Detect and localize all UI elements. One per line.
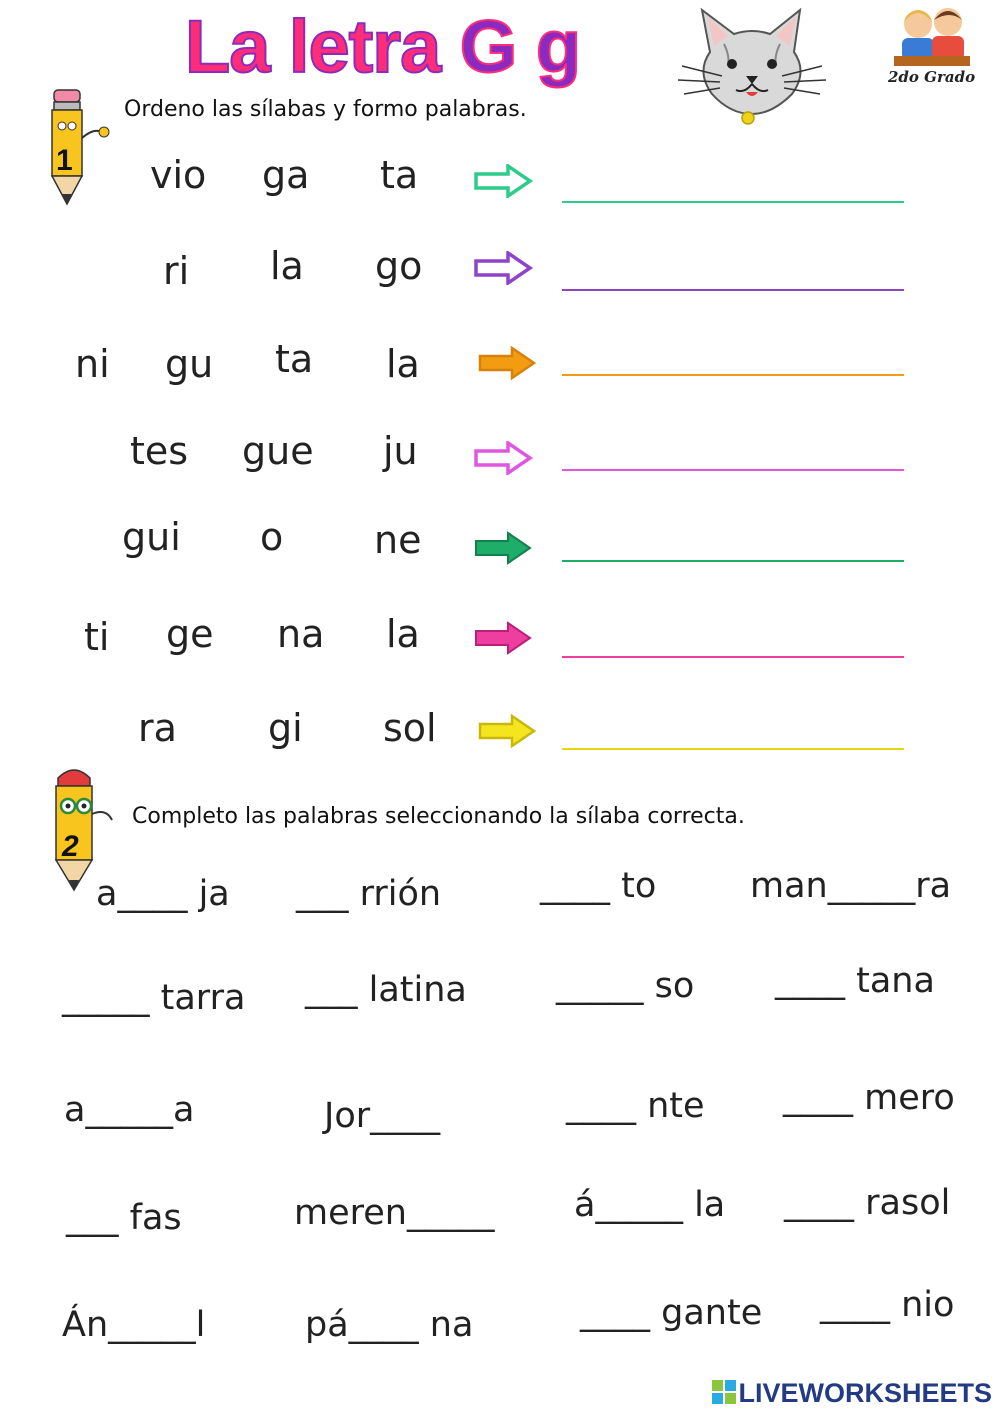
answer-line[interactable] [562,469,904,471]
fill-word[interactable]: _____ tarra [62,978,246,1018]
liveworksheets-logo[interactable] [712,1378,992,1409]
answer-line[interactable] [562,201,904,203]
syllable: ni [75,342,110,386]
arrow-right-icon [474,531,534,565]
syllable: ge [166,612,214,656]
fill-word[interactable]: ____ tana [775,961,935,1001]
syllable: gi [268,706,303,750]
syllable: tes [130,429,189,473]
section2-number: 2 [62,830,79,863]
logo-text: LIVEWORKSHEETS [738,1378,992,1408]
arrow-right-icon [478,714,538,748]
syllable: gui [122,515,181,559]
fill-word[interactable]: pá____ na [305,1305,474,1345]
syllable: ta [275,337,314,381]
fill-word[interactable]: _____ so [556,966,695,1006]
fill-word[interactable]: man_____ra [750,866,952,906]
fill-word[interactable]: Án_____l [62,1305,206,1345]
section1-instruction: Ordeno las sílabas y formo palabras. [124,97,527,122]
syllable: gu [165,342,214,386]
liveworksheets-badge-icon [712,1380,736,1404]
fill-word[interactable]: Jor____ [324,1096,441,1136]
answer-line[interactable] [562,374,904,376]
syllable: la [386,612,420,656]
arrow-right-icon [474,251,534,285]
fill-word[interactable]: ____ nte [566,1086,705,1126]
fill-word[interactable]: ____ gante [580,1293,763,1333]
syllable: la [386,342,420,386]
fill-word[interactable]: ___ rrión [296,874,442,914]
fill-word[interactable]: a____ ja [96,874,230,914]
syllable: ta [380,153,419,197]
syllable: ga [262,153,310,197]
pencil-number-1-icon [40,86,114,210]
fill-word[interactable]: meren_____ [294,1193,495,1233]
syllable: o [260,515,284,559]
answer-line[interactable] [562,289,904,291]
students-illustration [890,4,974,68]
syllable: ri [163,249,190,293]
syllable: gue [242,429,314,473]
fill-word[interactable]: ____ rasol [784,1183,951,1223]
answer-line[interactable] [562,656,904,658]
fill-word[interactable]: ___ latina [305,970,467,1010]
arrow-right-icon [478,346,538,380]
syllable: la [270,244,304,288]
fill-word[interactable]: ____ mero [783,1078,955,1118]
arrow-right-icon [474,164,534,198]
grade-label: 2do Grado [888,68,976,86]
answer-line[interactable] [562,560,904,562]
syllable: go [375,244,423,288]
page-title: La letra G g [185,5,581,88]
arrow-right-icon [474,441,534,475]
syllable: na [277,612,325,656]
syllable: ju [383,429,418,473]
fill-word[interactable]: ___ fas [66,1198,182,1238]
fill-word[interactable]: a_____a [64,1090,195,1130]
syllable: ne [374,518,422,562]
cat-illustration [672,6,832,130]
fill-word[interactable]: á_____ la [574,1185,726,1225]
fill-word[interactable]: ____ nio [820,1285,955,1325]
syllable: ti [84,615,110,659]
arrow-right-icon [474,621,534,655]
section1-number: 1 [56,144,73,177]
syllable: vio [150,153,207,197]
section2-instruction: Completo las palabras seleccionando la sílaba correcta. [132,804,745,829]
syllable: ra [138,706,177,750]
answer-line[interactable] [562,748,904,750]
syllable: sol [383,706,437,750]
fill-word[interactable]: ____ to [540,866,657,906]
